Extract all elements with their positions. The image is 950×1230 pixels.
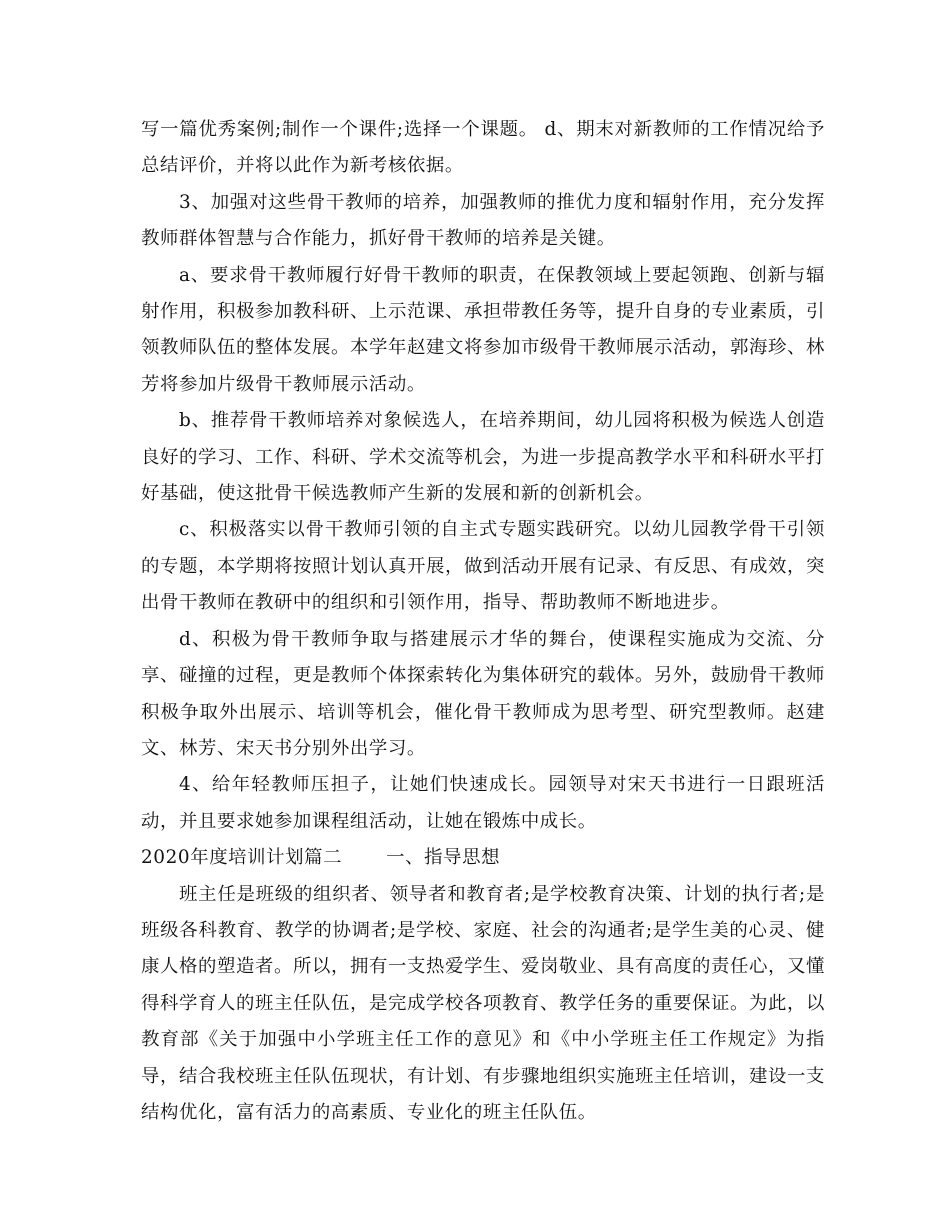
paragraph-young-teachers: 4、给年轻教师压担子，让她们快速成长。园领导对宋天书进行一日跟班活动，并且要求她参加课程组活动，让她在锻炼中成长。 — [141, 774, 825, 832]
document-page — [141, 112, 825, 1131]
paragraph-item-b: b、推荐骨干教师培养对象候选人，在培养期间，幼儿园将积极为候选人创造良好的学习、工作、科研、学术交流等机会，为进一步提高教学水平和科研水平打好基础，使这批骨干候选教师产生新的发展和新的创新机会。 — [141, 410, 825, 505]
paragraph-item-d: d、积极为骨干教师争取与搭建展示才华的舞台，使课程实施成为交流、分享、碰撞的过程，更是教师个体探索转化为集体研究的载体。另外，鼓励骨干教师积极争取外出展示、培训等机会，催化骨干教师成为思考型、研究型教师。赵建文、林芳、宋天书分别外出学习。 — [141, 628, 825, 759]
paragraph-guiding-ideology: 班主任是班级的组织者、领导者和教育者;是学校教育决策、计划的执行者;是班级各科教育、教学的协调者;是学校、家庭、社会的沟通者;是学生美的心灵、健康人格的塑造者。所以，拥有一支热爱学生、爱岗敬业、具有高度的责任心，又懂得科学育人的班主任队伍，是完成学校各项教育、教学任务的重要保证。为此，以教育部《关于加强中小学班主任工作的意见》和《中小学班主任工作规定》为指导，结合我校班主任队伍现状，有计划、有步骤地组织实施班主任培训，建设一支结构优化，富有活力的高素质、专业化的班主任队伍。 — [141, 883, 825, 1123]
section-subtitle: 一、指导思想 — [386, 847, 501, 869]
paragraph-new-teacher-evaluation: 写一篇优秀案例;制作一个课件;选择一个课题。 d、期末对新教师的工作情况给予总结评价，并将以此作为新考核依据。 — [141, 119, 825, 177]
paragraph-item-c: c、积极落实以骨干教师引领的自主式专题实践研究。以幼儿园教学骨干引领的专题，本学期将按照计划认真开展，做到活动开展有记录、有反思、有成效，突出骨干教师在教研中的组织和引领作用，指导、帮助教师不断地进步。 — [141, 519, 825, 614]
paragraph-item-a: a、要求骨干教师履行好骨干教师的职责，在保教领域上要起领跑、创新与辐射作用，积极参加教科研、上示范课、承担带教任务等，提升自身的专业素质，引领教师队伍的整体发展。本学年赵建文将参加市级骨干教师展示活动，郭海珍、林芳将参加片级骨干教师展示活动。 — [141, 264, 825, 395]
section-title: 2020年度培训计划篇二 — [141, 847, 343, 869]
paragraph-backbone-teacher-training: 3、加强对这些骨干教师的培养，加强教师的推优力度和辐射作用，充分发挥教师群体智慧与合作能力，抓好骨干教师的培养是关键。 — [141, 191, 825, 250]
section-heading — [141, 840, 825, 876]
